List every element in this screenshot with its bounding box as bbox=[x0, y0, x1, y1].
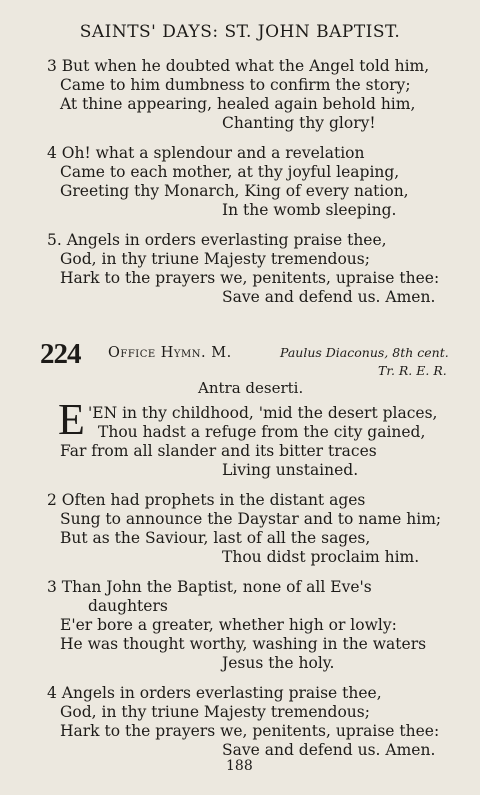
hymn-translator: Tr. R. E. R. bbox=[378, 363, 447, 378]
verse-line: 5. Angels in orders everlasting praise thee, bbox=[47, 231, 387, 249]
verse-line: In the womb sleeping. bbox=[222, 201, 397, 219]
verse-line: Hark to the prayers we, penitents, upraise thee: bbox=[60, 722, 440, 740]
verse-line: Sung to announce the Daystar and to name him; bbox=[60, 510, 442, 528]
verse-line: But as the Saviour, last of all the sages, bbox=[60, 529, 371, 547]
verse-line: He was thought worthy, washing in the waters bbox=[60, 635, 427, 653]
hymn-number: 224 bbox=[40, 338, 81, 370]
verse-line: Came to each mother, at thy joyful leaping, bbox=[60, 163, 400, 181]
verse-line: 'EN in thy childhood, 'mid the desert places, bbox=[88, 404, 438, 422]
hymn-author: Paulus Diaconus, 8th cent. bbox=[280, 345, 449, 360]
verse-line: At thine appearing, healed again behold him, bbox=[60, 95, 416, 113]
verse-line: Jesus the holy. bbox=[222, 654, 335, 672]
verse-line: 4 Angels in orders everlasting praise thee, bbox=[47, 684, 382, 702]
verse-line: Save and defend us. Amen. bbox=[222, 741, 436, 759]
latin-incipit: Antra deserti. bbox=[198, 379, 304, 397]
verse-line: 2 Often had prophets in the distant ages bbox=[47, 491, 366, 509]
verse-line: 3 Than John the Baptist, none of all Eve's bbox=[47, 578, 372, 596]
office-heading bbox=[108, 345, 232, 361]
verse-line: Hark to the prayers we, penitents, upraise thee: bbox=[60, 269, 440, 287]
verse-line: daughters bbox=[88, 597, 168, 615]
verse-line: E'er bore a greater, whether high or lowly: bbox=[60, 616, 397, 634]
verse-line: Came to him dumbness to confirm the story; bbox=[60, 76, 411, 94]
page-number: 188 bbox=[226, 758, 253, 774]
verse-line: Thou didst proclaim him. bbox=[222, 548, 420, 566]
verse-line: Save and defend us. Amen. bbox=[222, 288, 436, 306]
verse-line: Greeting thy Monarch, King of every nation, bbox=[60, 182, 409, 200]
drop-capital: E bbox=[58, 395, 85, 444]
verse-line: 4 Oh! what a splendour and a revelation bbox=[47, 144, 365, 162]
verse-line: Thou hadst a refuge from the city gained, bbox=[98, 423, 426, 441]
verse-line: Living unstained. bbox=[222, 461, 359, 479]
office-label: Office Hymn. M. bbox=[108, 345, 232, 361]
verse-line: God, in thy triune Majesty tremendous; bbox=[60, 250, 370, 268]
running-header: SAINTS' DAYS: ST. JOHN BAPTIST. bbox=[79, 22, 401, 42]
verse-line: God, in thy triune Majesty tremendous; bbox=[60, 703, 370, 721]
verse-line: 3 But when he doubted what the Angel told him, bbox=[47, 57, 430, 75]
verse-line: Far from all slander and its bitter traces bbox=[60, 442, 377, 460]
verse-line: Chanting thy glory! bbox=[222, 114, 376, 132]
